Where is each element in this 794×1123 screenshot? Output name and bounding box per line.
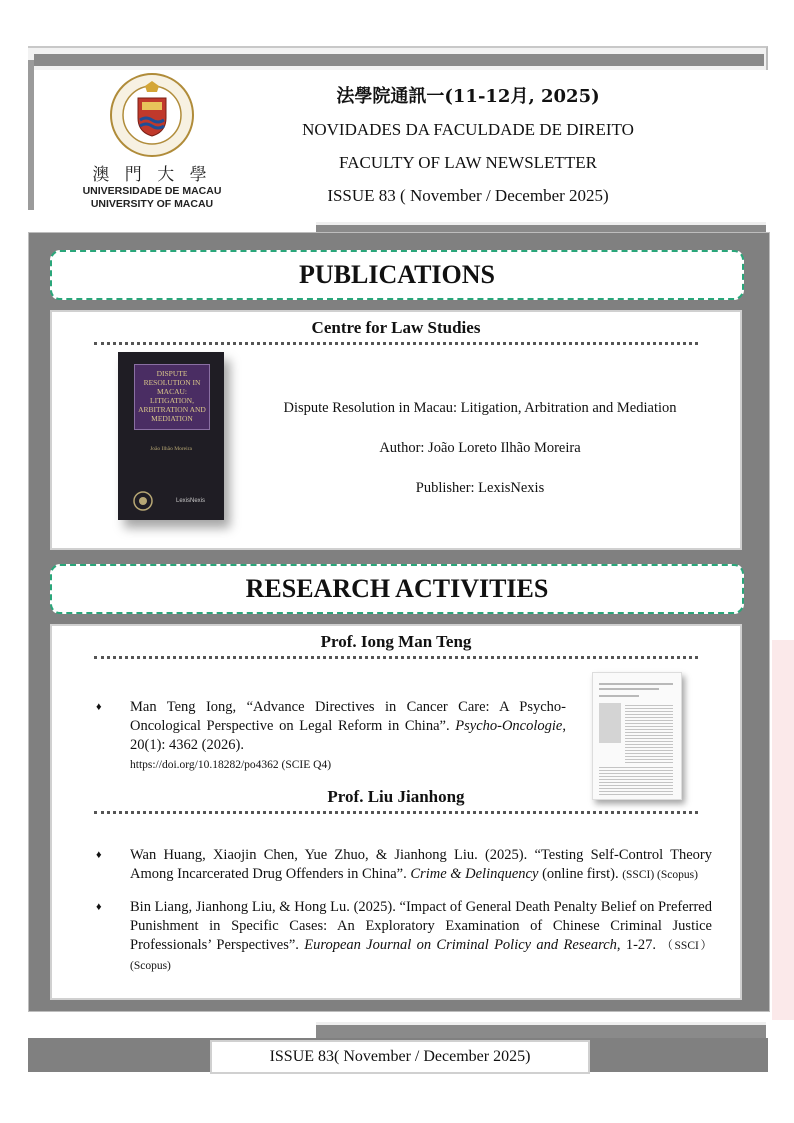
dotted-divider [94,342,698,345]
bullet-icon: ♦ [96,901,102,913]
book-seal-icon [132,490,154,512]
publication-author: Author: João Loreto Ilhão Moreira [379,440,581,456]
bullet-icon: ♦ [96,701,102,713]
publication-title: Dispute Resolution in Macau: Litigation, Arbitration and Mediation [283,400,677,416]
header-top-bar [28,46,768,70]
book-cover-image [118,352,224,520]
logo-cjk-name: 澳 門 大 學 [92,165,212,185]
masthead-title-en: FACULTY OF LAW NEWSLETTER [339,153,597,172]
masthead-issue: ISSUE 83 ( November / December 2025) [327,186,609,205]
publications-panel [50,310,742,550]
university-seal-icon [109,72,195,158]
publication-details [260,388,700,508]
researcher-name-iong: Prof. Iong Man Teng [320,632,472,651]
logo-pt-name: UNIVERSIDADE DE MACAU [82,185,222,197]
list-item: ♦ Man Teng Iong, “Advance Directives in Cancer Care: A Psycho-Oncological Perspective on Legal Reform in China”. Psycho-Oncologie, 20(1): 4362 (2026). https://doi.org/10.18282/po4362 (SCIE Q4) [96,699,566,771]
iong-publication-list [92,698,712,775]
list-item: ♦ Bin Liang, Jianhong Liu, & Hong Lu. (2025). “Impact of General Death Penalty Belief on Preferred Punishment in Specific Cases: An Exploratory Examination of Chinese Criminal Justice Professionals’ Perspectives”. European Journal on Criminal Policy and Research, 1-27. （SSCI）(Scopus) [96,899,712,972]
header-left-bar [28,60,34,210]
list-item: ♦ Wan Huang, Xiaojin Chen, Yue Zhuo, & Jianhong Liu. (2025). “Testing Self-Control Theory Among Incarcerated Drug Offenders in China”. Crime & Delinquency (online first). (SSCI) (Scopus) [96,847,712,882]
newsletter-masthead [278,80,658,212]
book-cover-title: DISPUTE RESOLUTION IN MACAU: LITIGATION, ARBITRATION AND MEDIATION [134,364,210,430]
dotted-divider [94,811,698,814]
research-panel [50,624,742,1000]
centre-heading: Centre for Law Studies [311,318,481,337]
bullet-icon: ♦ [96,849,102,861]
edge-decoration [772,640,794,1020]
liu-publication-list [92,846,712,976]
publication-publisher: Publisher: LexisNexis [415,480,545,496]
footer-issue: ISSUE 83( November / December 2025) [210,1040,590,1074]
doi-link[interactable]: https://doi.org/10.18282/po4362 (SCIE Q4) [130,759,332,771]
book-cover-author: João Ilhão Moreira [150,446,192,452]
masthead-title-pt: NOVIDADES DA FACULDADE DE DIREITO [302,120,634,139]
masthead-title-cjk: 法學院通訊一(11-12月, 2025) [336,86,600,107]
book-cover-publisher: LexisNexis [176,498,206,504]
dotted-divider [94,656,698,659]
researcher-name-liu: Prof. Liu Jianhong [327,787,465,806]
publications-heading: PUBLICATIONS [50,250,744,300]
logo-en-name: UNIVERSITY OF MACAU [90,198,214,210]
university-logo [82,72,222,212]
research-heading: RESEARCH ACTIVITIES [50,564,744,614]
